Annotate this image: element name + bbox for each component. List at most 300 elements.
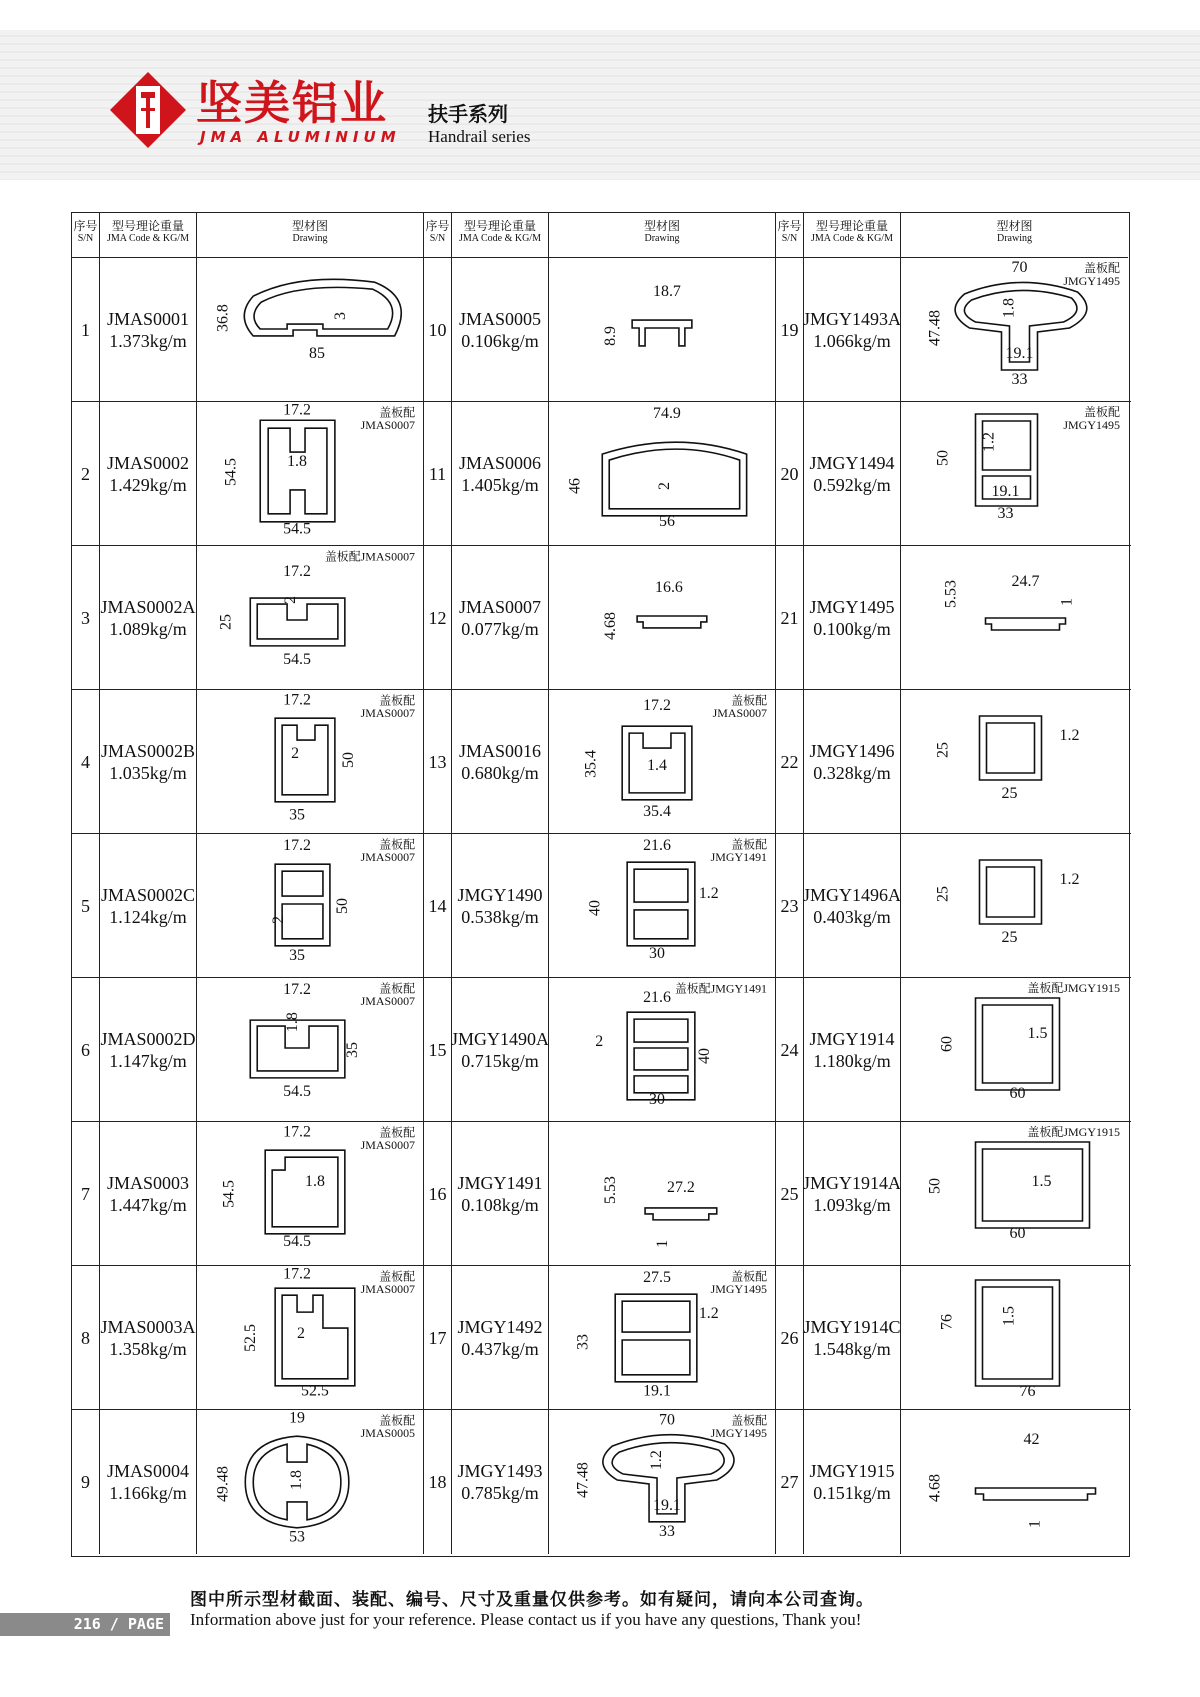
cover-plate-note: 盖板配: [379, 1413, 416, 1428]
dimension-label: 1: [1026, 1520, 1044, 1528]
cover-plate-note: 盖板配: [379, 1125, 416, 1140]
profile-drawing: [549, 258, 776, 402]
footer-note-cn: 图中所示型材截面、装配、编号、尺寸及重量仅供参考。如有疑问，请向本公司查询。: [190, 1590, 874, 1610]
profile-code-weight: [452, 834, 549, 978]
dimension-label: 2: [655, 481, 673, 490]
profile-drawing: [901, 1122, 1128, 1266]
dimension-label: 54.5: [283, 1232, 311, 1250]
profile-weight: 1.066kg/m: [813, 331, 891, 351]
profile-drawing: [549, 546, 776, 690]
profile-code: JMAS0003A: [100, 1317, 196, 1337]
cover-plate-note: 盖板配JMGY1491: [674, 981, 768, 996]
profile-section-shape: [632, 320, 692, 346]
dimension-label: 4.68: [602, 612, 620, 640]
profile-code-weight: [452, 402, 549, 546]
profile-drawing: [197, 546, 424, 690]
header-sn: 序号 S/N: [424, 213, 452, 258]
profile-code-weight: [452, 1266, 549, 1410]
profile-drawing: [901, 1266, 1128, 1410]
profile-weight: 1.548kg/m: [813, 1339, 891, 1359]
cover-plate-code: JMAS0005: [360, 1426, 416, 1441]
profile-code: JMGY1491: [457, 1173, 543, 1193]
profile-sn: 6: [72, 978, 100, 1122]
dimension-label: 74.9: [653, 405, 681, 423]
profile-sn: 3: [72, 546, 100, 690]
dimension-label: 2: [291, 745, 300, 763]
profile-sn: 20: [776, 402, 804, 546]
profile-weight: 0.151kg/m: [813, 1483, 891, 1503]
profile-drawing: [197, 402, 424, 546]
cover-plate-code: JMAS0007: [360, 850, 416, 865]
dimension-label: 30: [649, 1090, 665, 1108]
profile-section-shape: [275, 864, 330, 946]
dimension-label: 1.2: [648, 1450, 666, 1471]
profile-code-weight: [452, 978, 549, 1122]
dimension-label: 33: [574, 1334, 592, 1350]
profile-code-weight: [452, 1410, 549, 1554]
dimension-label: 50: [926, 1178, 944, 1194]
profile-sn: 19: [776, 258, 804, 402]
cover-plate-code: JMGY1491: [710, 850, 768, 865]
cover-plate-note: 盖板配: [1083, 405, 1120, 419]
profile-sn: 10: [424, 258, 452, 402]
profile-sn: 18: [424, 1410, 452, 1554]
cover-plate-note: 盖板配: [379, 837, 416, 852]
dimension-label: 19.1: [643, 1382, 671, 1400]
profile-code: JMGY1914A: [803, 1173, 902, 1193]
dimension-label: 33: [997, 505, 1014, 522]
profile-drawing: [901, 978, 1128, 1122]
dimension-label: 1.8: [288, 1470, 306, 1490]
dimension-label: 17.2: [283, 1123, 311, 1141]
profile-catalog-table: [71, 212, 1130, 1557]
profile-section-shape: [250, 598, 345, 646]
profile-section-shape: [265, 1150, 345, 1234]
jma-logo-icon: [108, 70, 188, 150]
profile-code: JMGY1915: [809, 1461, 895, 1481]
profile-sn: 1: [72, 258, 100, 402]
profile-code-weight: [804, 1266, 901, 1410]
profile-drawing: [901, 402, 1128, 546]
cover-plate-code: JMAS0007: [360, 706, 416, 721]
series-title-en: Handrail series: [428, 127, 531, 146]
profile-code: JMGY1495: [809, 597, 895, 617]
profile-weight: 0.715kg/m: [461, 1051, 539, 1071]
table-row: [72, 1122, 1131, 1266]
profile-section-shape: [602, 442, 746, 516]
series-title-cn: 扶手系列: [428, 102, 508, 126]
profile-section-shape: [260, 420, 335, 522]
dimension-label: 8.9: [602, 326, 620, 346]
cover-plate-code: JMGY1495: [710, 1426, 768, 1441]
profile-sn: 26: [776, 1266, 804, 1410]
dimension-label: 21.6: [643, 837, 671, 855]
profile-drawing: [549, 690, 776, 834]
profile-code-weight: [100, 1122, 197, 1266]
profile-drawing: [197, 1410, 424, 1554]
profile-sn: 5: [72, 834, 100, 978]
dimension-label: 35: [343, 1042, 361, 1058]
profile-code: JMGY1493: [457, 1461, 543, 1481]
profile-weight: 0.437kg/m: [461, 1339, 539, 1359]
profile-sn: 25: [776, 1122, 804, 1266]
profile-weight: 0.100kg/m: [813, 619, 891, 639]
dimension-label: 85: [309, 344, 325, 362]
dimension-label: 35.4: [643, 802, 671, 820]
header-drawing: 型材图 Drawing: [197, 213, 424, 258]
header-sn: 序号 S/N: [776, 213, 804, 258]
cover-plate-note: 盖板配: [1083, 261, 1120, 275]
cover-plate-code: JMAS0007: [360, 1138, 416, 1153]
dimension-label: 2: [282, 596, 300, 605]
cover-plate-note: 盖板配: [731, 1413, 768, 1428]
profile-section-shape: [627, 1012, 695, 1100]
profile-sn: 9: [72, 1410, 100, 1554]
profile-code-weight: [804, 1122, 901, 1266]
profile-sn: 16: [424, 1122, 452, 1266]
dimension-label: 21.6: [643, 989, 671, 1007]
profile-code: JMAS0007: [458, 597, 542, 617]
profile-code-weight: [100, 1410, 197, 1554]
profile-code-weight: [452, 690, 549, 834]
dimension-label: 25: [1001, 929, 1018, 946]
brand-name-cn: 坚美铝业: [196, 76, 388, 130]
profile-section-shape: [637, 616, 707, 628]
profile-code: JMAS0002C: [100, 885, 196, 905]
dimension-label: 54.5: [222, 458, 240, 486]
dimension-label: 19.1: [653, 1496, 681, 1514]
header-code: 型号理论重量 JMA Code & KG/M: [804, 213, 901, 258]
profile-code-weight: [452, 546, 549, 690]
cover-plate-code: JMGY1495: [1063, 274, 1120, 288]
profile-weight: 0.108kg/m: [461, 1195, 539, 1215]
profile-code-weight: [100, 690, 197, 834]
profile-weight: 1.405kg/m: [461, 475, 539, 495]
profile-code: JMGY1914: [809, 1029, 895, 1049]
cover-plate-note: 盖板配: [379, 693, 416, 708]
dimension-label: 56: [659, 512, 675, 530]
cover-plate-note: 盖板配: [379, 981, 416, 996]
dimension-label: 5.53: [942, 580, 960, 608]
dimension-label: 2: [297, 1325, 306, 1342]
dimension-label: 1.2: [1059, 871, 1080, 888]
dimension-label: 25: [1001, 785, 1018, 802]
profile-code-weight: [804, 546, 901, 690]
profile-weight: 0.785kg/m: [461, 1483, 539, 1503]
header-drawing: 型材图 Drawing: [549, 213, 776, 258]
profile-code: JMGY1490: [457, 885, 543, 905]
profile-drawing: [549, 1266, 776, 1410]
profile-section-shape: [976, 1280, 1060, 1386]
profile-sn: 23: [776, 834, 804, 978]
cover-plate-note: 盖板配: [379, 405, 416, 420]
profile-drawing: [549, 834, 776, 978]
dimension-label: 17.2: [643, 697, 671, 715]
cover-plate-code: JMAS0007: [360, 994, 416, 1009]
profile-drawing: [197, 978, 424, 1122]
dimension-label: 1.5: [1031, 1173, 1052, 1190]
profile-section-shape: [244, 279, 401, 336]
profile-drawing: [901, 258, 1128, 402]
profile-weight: 0.328kg/m: [813, 763, 891, 783]
page-number: 216 / PAGE: [0, 1613, 170, 1636]
profile-drawing: [901, 834, 1128, 978]
dimension-label: 17.2: [283, 981, 311, 999]
dimension-label: 47.48: [926, 310, 944, 346]
dimension-label: 17.2: [283, 563, 311, 581]
dimension-label: 19: [289, 1410, 306, 1427]
dimension-label: 1.8: [1000, 298, 1018, 318]
profile-code-weight: [804, 402, 901, 546]
dimension-label: 50: [339, 752, 357, 768]
dimension-label: 17.2: [283, 837, 311, 855]
profile-weight: 0.538kg/m: [461, 907, 539, 927]
dimension-label: 42: [1023, 1431, 1040, 1448]
table-row: [72, 402, 1131, 546]
dimension-label: 52.5: [242, 1324, 260, 1352]
dimension-label: 3: [331, 312, 349, 321]
profile-weight: 0.106kg/m: [461, 331, 539, 351]
dimension-label: 5.53: [602, 1176, 620, 1204]
dimension-label: 53: [289, 1528, 306, 1546]
dimension-label: 50: [934, 450, 952, 466]
cover-plate-note: 盖板配: [731, 1269, 768, 1284]
dimension-label: 24.7: [1011, 573, 1040, 590]
dimension-label: 27.2: [666, 1179, 695, 1197]
profile-weight: 0.403kg/m: [813, 907, 891, 927]
cover-plate-note: 盖板配JMGY1915: [1027, 981, 1120, 995]
dimension-label: 1.2: [980, 432, 998, 452]
profile-weight: 1.093kg/m: [813, 1195, 891, 1215]
profile-weight: 1.166kg/m: [109, 1483, 187, 1503]
dimension-label: 4.68: [926, 1474, 944, 1502]
profile-code: JMAS0005: [458, 309, 542, 329]
profile-section-shape: [976, 998, 1060, 1090]
dimension-label: 52.5: [301, 1382, 329, 1400]
dimension-label: 16.6: [655, 579, 683, 597]
dimension-label: 18.7: [653, 283, 681, 301]
dimension-label: 1.2: [698, 885, 719, 903]
dimension-label: 70: [659, 1411, 675, 1429]
dimension-label: 35.4: [582, 750, 600, 778]
profile-code: JMAS0002B: [100, 741, 196, 761]
dimension-label: 70: [1011, 259, 1028, 276]
dimension-label: 60: [1009, 1225, 1026, 1242]
cover-plate-code: JMAS0007: [360, 418, 416, 433]
profile-section-shape: [275, 718, 335, 802]
profile-drawing: [549, 978, 776, 1122]
cover-plate-note: 盖板配JMGY1915: [1027, 1125, 1120, 1139]
header-sn: 序号 S/N: [72, 213, 100, 258]
cover-plate-note: 盖板配JMAS0007: [324, 549, 416, 564]
profile-code-weight: [452, 258, 549, 402]
table-row: [72, 258, 1131, 402]
header-code: 型号理论重量 JMA Code & KG/M: [100, 213, 197, 258]
profile-weight: 1.180kg/m: [813, 1051, 891, 1071]
profile-code: JMAS0002: [106, 453, 190, 473]
dimension-label: 54.5: [220, 1180, 238, 1208]
profile-sn: 17: [424, 1266, 452, 1410]
dimension-label: 35: [289, 946, 306, 964]
cover-plate-code: JMAS0007: [360, 1282, 416, 1297]
profile-weight: 1.358kg/m: [109, 1339, 187, 1359]
profile-drawing: [901, 690, 1128, 834]
dimension-label: 49.48: [214, 1466, 232, 1502]
profile-code: JMAS0016: [458, 741, 542, 761]
brand-name-en: JMA ALUMINIUM: [200, 128, 401, 146]
dimension-label: 1: [1058, 598, 1076, 606]
table-row: [72, 978, 1131, 1122]
profile-code-weight: [804, 1410, 901, 1554]
profile-weight: 0.077kg/m: [461, 619, 539, 639]
dimension-label: 30: [649, 944, 665, 962]
dimension-label: 1.8: [284, 1012, 302, 1033]
profile-sn: 4: [72, 690, 100, 834]
profile-weight: 1.429kg/m: [109, 475, 187, 495]
profile-section-shape: [275, 1288, 355, 1386]
profile-sn: 22: [776, 690, 804, 834]
cover-plate-code: JMGY1495: [1063, 418, 1120, 432]
profile-code: JMAS0006: [458, 453, 542, 473]
cover-plate-note: 盖板配: [379, 1269, 416, 1284]
dimension-label: 19.1: [1005, 345, 1034, 362]
profile-weight: 1.124kg/m: [109, 907, 187, 927]
profile-drawing: [549, 1122, 776, 1266]
dimension-label: 76: [938, 1314, 956, 1330]
profile-code: JMAS0002D: [100, 1029, 196, 1049]
profile-code: JMGY1496: [809, 741, 895, 761]
dimension-label: 19.1: [991, 483, 1020, 500]
dimension-label: 17.2: [283, 1266, 311, 1283]
table-row: [72, 834, 1131, 978]
table-row: [72, 1410, 1131, 1554]
profile-code: JMAS0004: [106, 1461, 190, 1481]
profile-sn: 27: [776, 1410, 804, 1554]
cover-plate-note: 盖板配: [731, 693, 768, 708]
profile-code-weight: [100, 258, 197, 402]
table-row: [72, 1266, 1131, 1410]
dimension-label: 17.2: [283, 402, 311, 419]
profile-weight: 0.680kg/m: [461, 763, 539, 783]
dimension-label: 27.5: [643, 1269, 671, 1287]
profile-section-shape: [615, 1294, 697, 1382]
header-drawing: 型材图 Drawing: [901, 213, 1128, 258]
dimension-label: 1.8: [287, 453, 308, 471]
dimension-label: 33: [659, 1522, 675, 1540]
profile-code-weight: [100, 834, 197, 978]
profile-code: JMGY1494: [809, 453, 895, 473]
profile-drawing: [901, 546, 1128, 690]
dimension-label: 1.8: [305, 1173, 325, 1191]
profile-drawing: [901, 1410, 1128, 1554]
profile-code: JMGY1914C: [803, 1317, 901, 1337]
profile-drawing: [197, 258, 424, 402]
profile-sn: 13: [424, 690, 452, 834]
profile-drawing: [197, 690, 424, 834]
header-code: 型号理论重量 JMA Code & KG/M: [452, 213, 549, 258]
dimension-label: 46: [566, 477, 584, 494]
dimension-label: 25: [934, 742, 952, 758]
profile-code-weight: [804, 258, 901, 402]
profile-code: JMGY1490A: [451, 1029, 550, 1049]
dimension-label: 54.5: [283, 1082, 311, 1100]
profile-code-weight: [804, 834, 901, 978]
dimension-label: 17.2: [283, 691, 311, 709]
dimension-label: 54.5: [283, 520, 311, 538]
profile-code-weight: [100, 402, 197, 546]
profile-code: JMGY1493A: [803, 309, 902, 329]
profile-section-shape: [986, 618, 1066, 630]
profile-sn: 8: [72, 1266, 100, 1410]
profile-sn: 24: [776, 978, 804, 1122]
table-row: [72, 546, 1131, 690]
dimension-label: 1.5: [1000, 1306, 1018, 1326]
profile-sn: 7: [72, 1122, 100, 1266]
profile-drawing: [549, 1410, 776, 1554]
profile-code: JMAS0003: [106, 1173, 190, 1193]
dimension-label: 40: [586, 900, 604, 916]
dimension-label: 1.2: [1059, 727, 1080, 744]
profile-code: JMAS0002A: [100, 597, 196, 617]
dimension-label: 54.5: [283, 650, 311, 668]
profile-sn: 15: [424, 978, 452, 1122]
profile-weight: 1.373kg/m: [109, 331, 187, 351]
profile-sn: 21: [776, 546, 804, 690]
profile-code-weight: [100, 978, 197, 1122]
profile-section-shape: [980, 716, 1042, 780]
dimension-label: 47.48: [574, 1462, 592, 1498]
dimension-label: 35: [289, 806, 306, 824]
profile-sn: 2: [72, 402, 100, 546]
profile-sn: 11: [424, 402, 452, 546]
dimension-label: 1.2: [698, 1305, 719, 1323]
profile-code: JMGY1496A: [803, 885, 902, 905]
dimension-label: 1.4: [647, 756, 667, 774]
profile-weight: 1.147kg/m: [109, 1051, 187, 1071]
profile-sn: 12: [424, 546, 452, 690]
profile-section-shape: [976, 1488, 1096, 1500]
profile-code-weight: [452, 1122, 549, 1266]
dimension-label: 25: [934, 886, 952, 902]
profile-code: JMAS0001: [106, 309, 190, 329]
dimension-label: 2: [595, 1033, 604, 1051]
dimension-label: 60: [938, 1036, 956, 1052]
cover-plate-note: 盖板配: [731, 837, 768, 852]
table-row: [72, 690, 1131, 834]
footer-note-en: Information above just for your reference. Please contact us if you have any questions, Thank you!: [190, 1610, 862, 1629]
profile-code: JMGY1492: [457, 1317, 543, 1337]
profile-drawing: [197, 1122, 424, 1266]
cover-plate-code: JMAS0007: [712, 706, 768, 721]
profile-section-shape: [980, 860, 1042, 924]
dimension-label: 50: [333, 898, 351, 914]
dimension-label: 40: [695, 1048, 713, 1064]
dimension-label: 1.5: [1027, 1025, 1048, 1042]
profile-drawing: [549, 402, 776, 546]
profile-section-shape: [645, 1208, 717, 1220]
profile-code-weight: [100, 546, 197, 690]
profile-code-weight: [100, 1266, 197, 1410]
dimension-label: 1: [653, 1239, 671, 1248]
dimension-label: 36.8: [214, 304, 232, 332]
cover-plate-code: JMGY1495: [710, 1282, 768, 1297]
profile-weight: 1.035kg/m: [109, 763, 187, 783]
dimension-label: 2: [270, 915, 288, 924]
profile-weight: 1.447kg/m: [109, 1195, 187, 1215]
profile-drawing: [197, 1266, 424, 1410]
dimension-label: 60: [1009, 1085, 1026, 1102]
profile-code-weight: [804, 690, 901, 834]
